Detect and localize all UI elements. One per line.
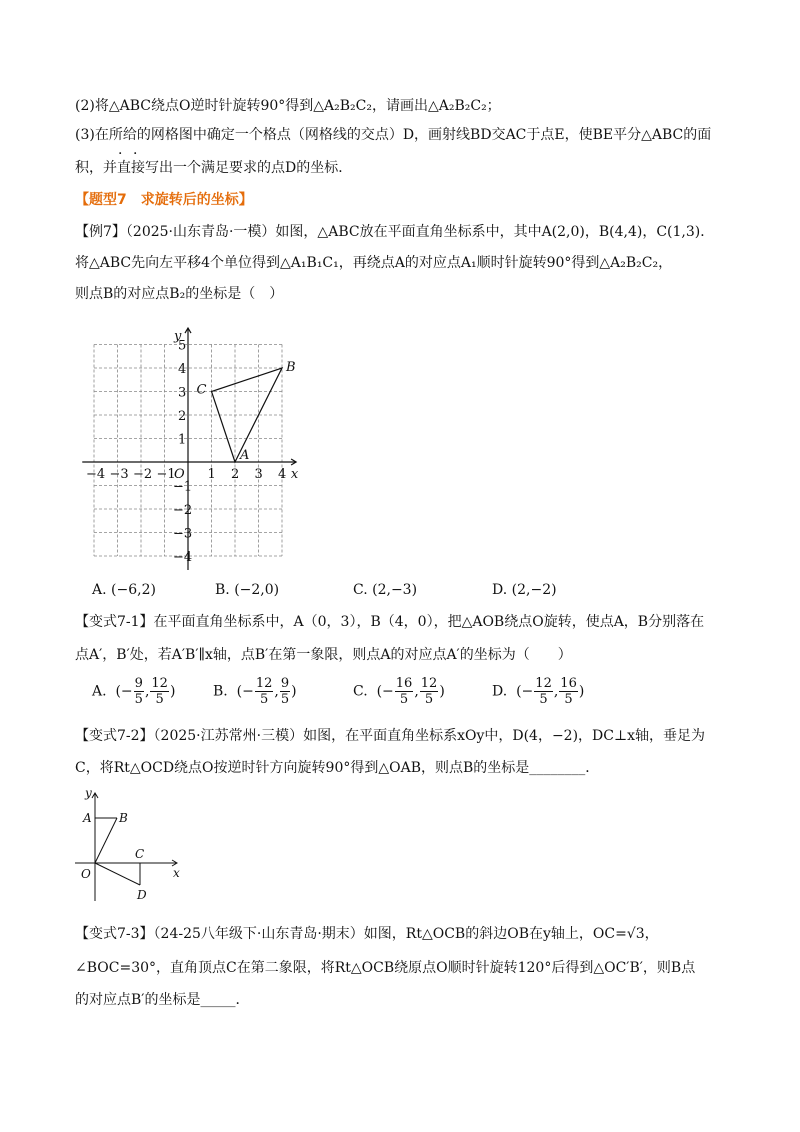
option-a[interactable]: A. (−6,2) (92, 582, 156, 598)
x-tick-label: 3 (254, 467, 263, 482)
option-d[interactable]: D. (− $\frac{12}{5}$ , $\frac{16}{5}$ ) (492, 676, 585, 707)
x-tick-label: −3 (109, 467, 129, 482)
x-tick-label: −4 (86, 467, 106, 482)
example-7-line1: 【例7】（2025·山东青岛·一模）如图，△ABC放在平面直角坐标系中，其中A(2,0)，B(4,4)，C(1,3)． (75, 224, 715, 240)
question-3-line1: (3)在所给的网格图中确定一个格点（网格线的交点）D，画射线BD交AC于点E，使BE平分△ABC的面 (75, 127, 712, 143)
variant-7-1-line2: 点A′，B′处，若A′B′∥x轴，点B′在第一象限，则点A的对应点A′的坐标为（ ） (75, 647, 572, 663)
x-tick-label: 4 (278, 467, 287, 482)
origin-label: O (81, 867, 91, 881)
point-a-label: A (240, 448, 250, 463)
x-tick-label: −2 (133, 467, 153, 482)
point-a-label: A (83, 811, 92, 825)
option-b[interactable]: B. (−2,0) (215, 582, 280, 598)
variant-7-3-line3: 的对应点B′的坐标是_____． (75, 992, 250, 1008)
origin-label: O (174, 467, 185, 482)
option-c[interactable]: C. (2,−3) (353, 582, 418, 598)
y-tick-label: 1 (178, 432, 187, 448)
x-axis-label: x (173, 866, 180, 880)
x-axis-label: x (290, 467, 299, 482)
question-2: (2)将△ABC绕点O逆时针旋转90°得到△A₂B₂C₂，请画出△A₂B₂C₂； (75, 98, 501, 114)
option-b[interactable]: B. (− $\frac{12}{5}$ , $\frac{9}{5}$ ) (213, 676, 297, 707)
point-b-label: B (119, 811, 128, 825)
option-a[interactable]: A. (− $\frac{9}{5}$ , $\frac{12}{5}$ ) (92, 676, 176, 707)
variant-7-3-line1: 【变式7-3】（24-25八年级下·山东青岛·期末）如图，Rt△OCB的斜边OB在y轴上，OC=√3， (75, 926, 659, 942)
y-tick-label: −4 (173, 550, 193, 565)
variant-7-2-line1: 【变式7-2】（2025·江苏常州·三模）如图，在平面直角坐标系xOy中，D(4，−2)，DC⊥x轴，垂足为 (75, 728, 706, 744)
segment-od (95, 863, 140, 885)
section-heading: 【题型7 求旋转后的坐标】 (75, 192, 253, 208)
y-axis-label: y (85, 786, 92, 800)
option-d[interactable]: D. (2,−2) (492, 582, 557, 598)
tick-labels (86, 329, 299, 565)
point-d-label: D (137, 888, 147, 902)
emphasis-dot: · (118, 146, 123, 162)
question-3-line2: 积，并直接写出一个满足要求的点D的坐标． (75, 160, 353, 176)
variant-7-1-line1: 【变式7-1】在平面直角坐标系中，A（0，3），B（4，0），把△AOB绕点O旋转，使点A，B分别落在 (75, 614, 705, 630)
variant-7-3-line2: ∠BOC=30°，直角顶点C在第二象限，将Rt△OCB绕原点O顺时针旋转120°后得到△OC′B′，则B点 (75, 960, 696, 976)
example-7-line3: 则点B的对应点B₂的坐标是（ ） (75, 286, 284, 302)
point-c-label: C (135, 847, 145, 861)
y-tick-label: −1 (173, 479, 193, 495)
example-7-line2: 将△ABC先向左平移4个单位得到△A₁B₁C₁，再绕点A的对应点A₁顺时针旋转90°得到△A₂B₂C₂， (75, 255, 673, 271)
point-b-label: B (286, 360, 296, 375)
coordinate-graph-variant-7-2 (75, 783, 195, 908)
point-c-label: C (196, 382, 207, 398)
variant-7-2-line2: C，将Rt△OCD绕点O按逆时针方向旋转90°得到△OAB，则点B的坐标是________． (75, 760, 600, 776)
y-tick-label: 3 (178, 385, 187, 401)
y-tick-label: 4 (178, 362, 187, 377)
y-tick-label: −2 (173, 503, 193, 518)
y-axis-label: y (174, 329, 182, 345)
option-c[interactable]: C. (− $\frac{16}{5}$ , $\frac{12}{5}$ ) (353, 676, 445, 707)
segment-ob (95, 818, 117, 863)
y-tick-label: 5 (178, 338, 187, 354)
emphasis-dot: · (133, 146, 138, 162)
x-tick-label: 1 (207, 467, 216, 482)
coordinate-graph-example-7 (72, 310, 302, 570)
y-tick-label: −3 (173, 526, 193, 542)
x-tick-label: −1 (156, 467, 176, 482)
x-tick-label: 2 (231, 467, 240, 482)
y-tick-label: 2 (178, 409, 187, 424)
